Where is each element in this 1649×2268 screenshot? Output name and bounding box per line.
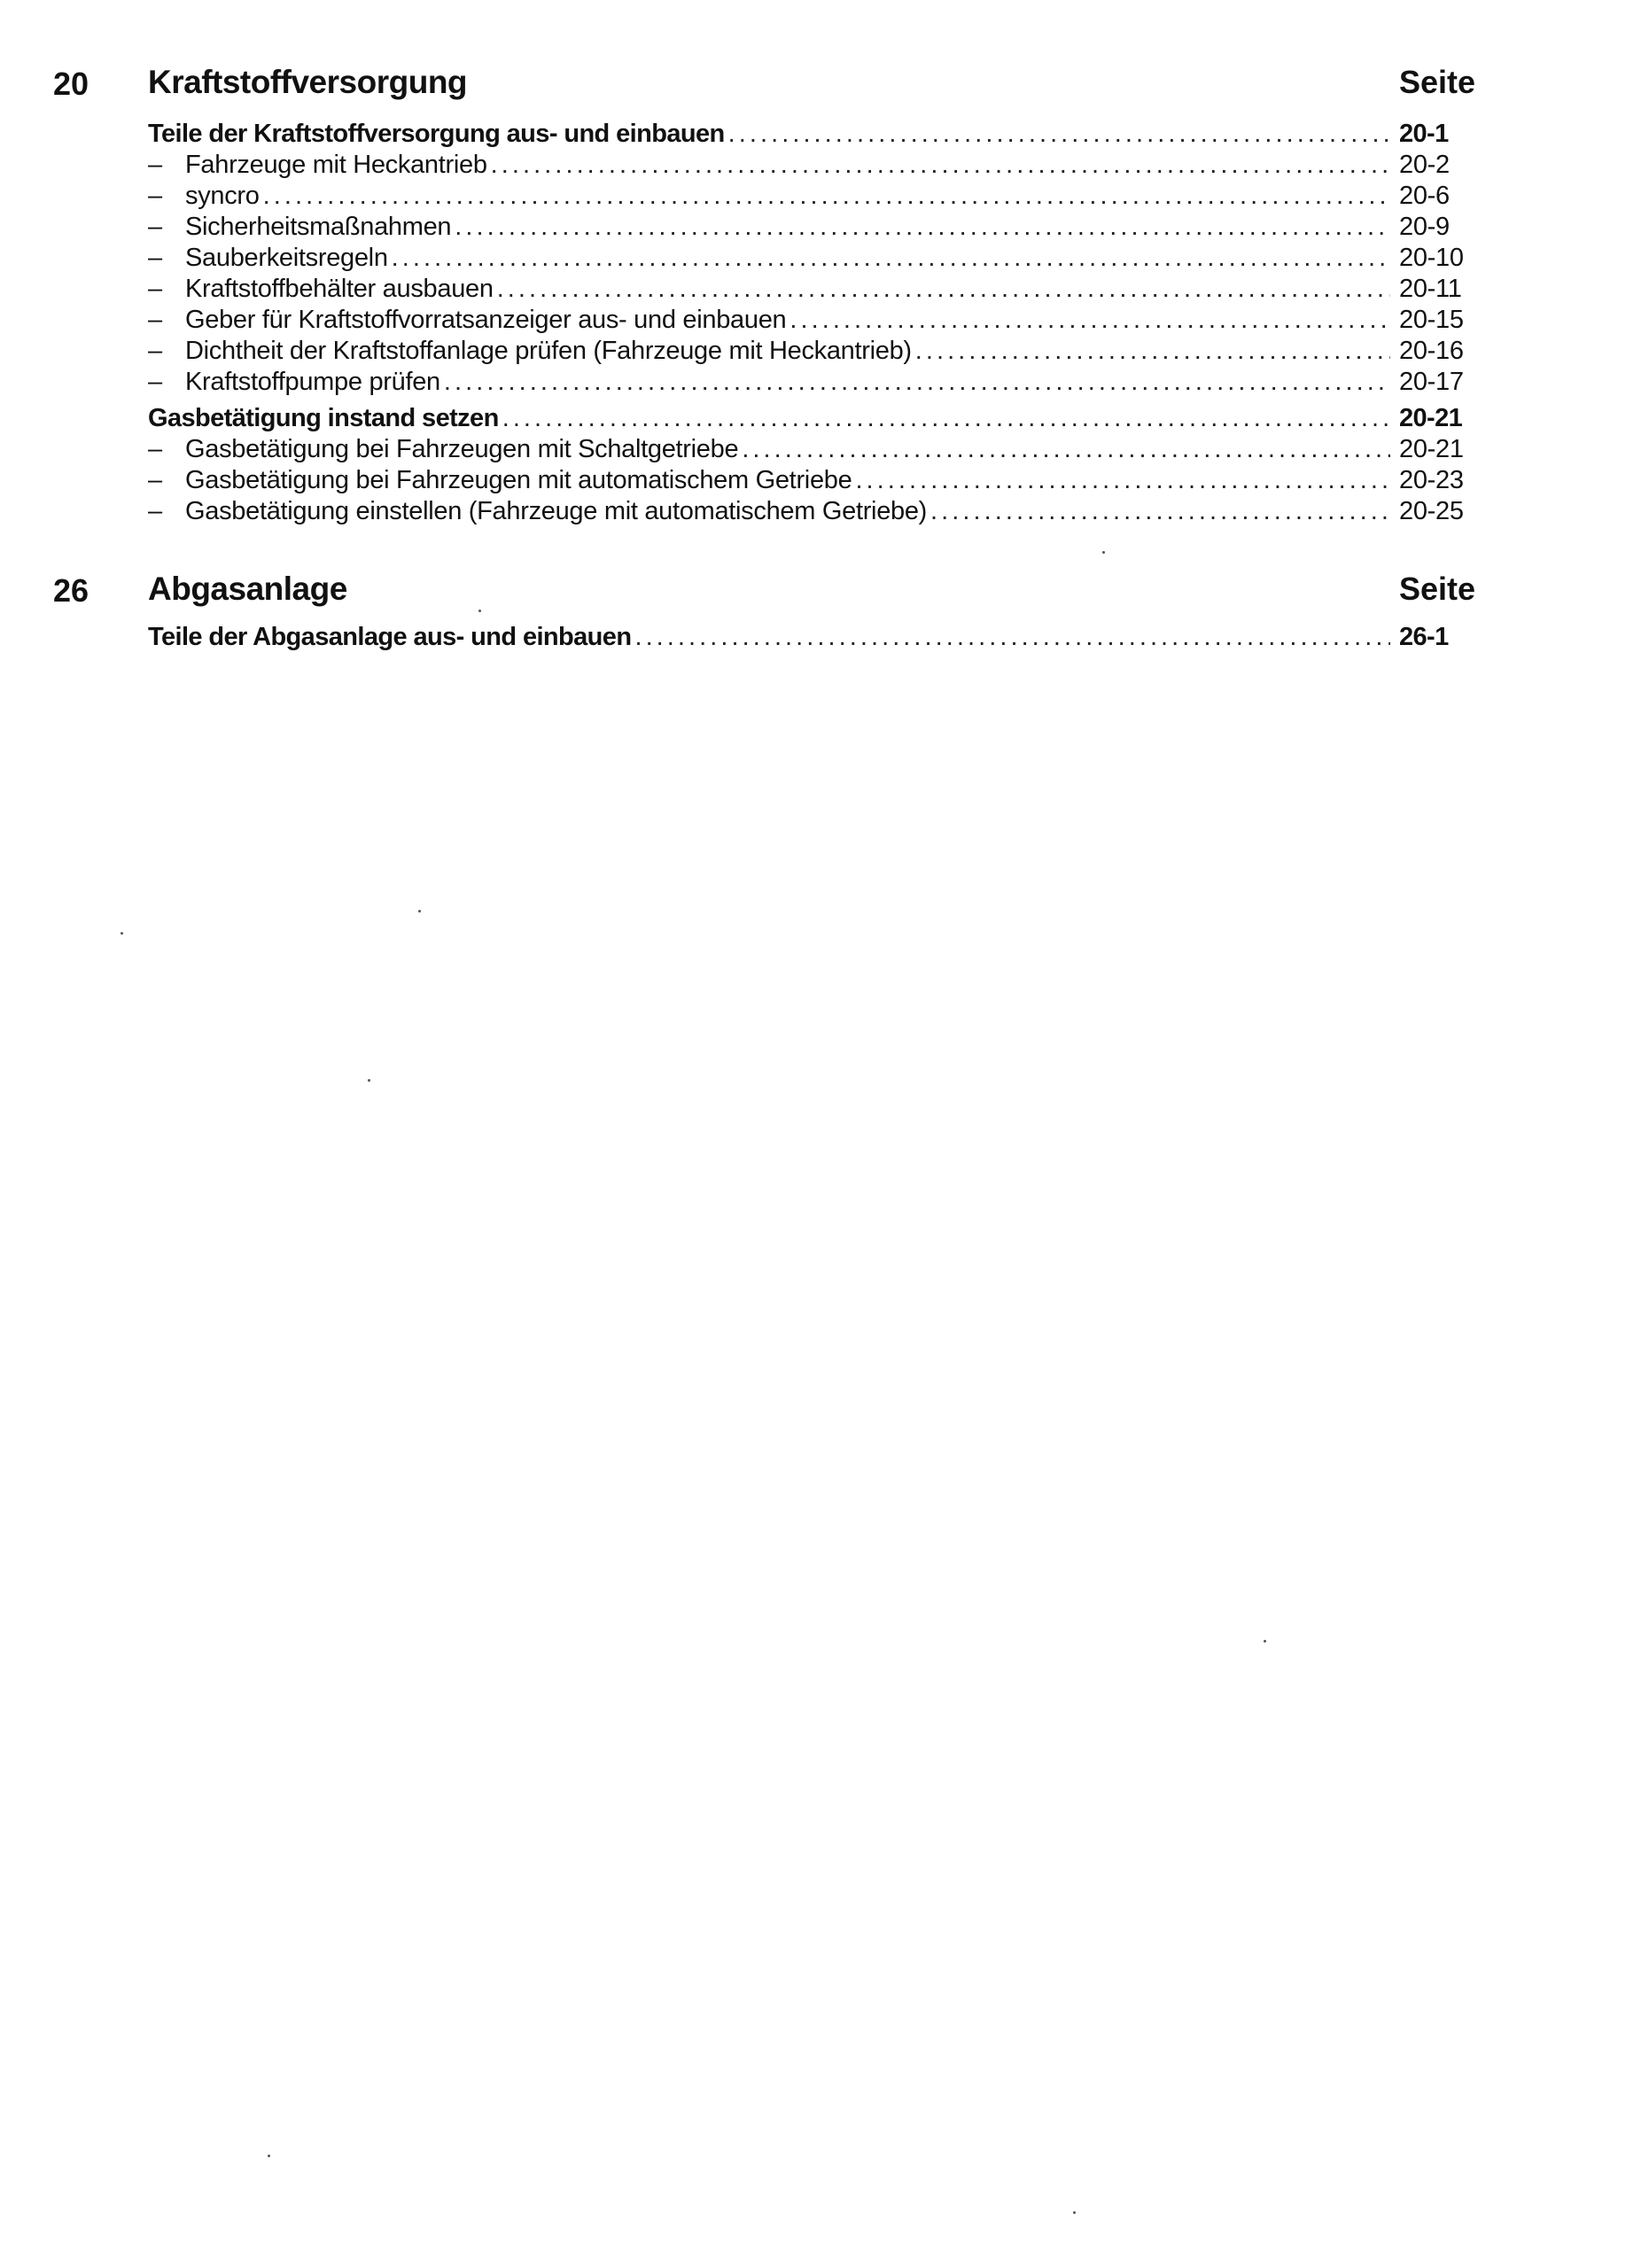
entry-dash: – [148, 182, 162, 210]
toc-entry[interactable] [148, 243, 1477, 274]
scan-speck [1073, 2211, 1076, 2214]
entry-page-number: 20-23 [1399, 466, 1464, 494]
entry-page-number: 20-11 [1399, 275, 1462, 303]
section-title: Abgasanlage [148, 571, 347, 607]
entry-dash: – [148, 497, 162, 525]
entry-page-number: 20-17 [1399, 368, 1464, 396]
entry-label: Teile der Abgasanlage aus- und einbauen [148, 623, 632, 651]
entry-label: Fahrzeuge mit Heckantrieb [185, 151, 487, 179]
dot-leader [263, 181, 1390, 212]
entry-dash: – [148, 151, 162, 179]
dot-leader [855, 465, 1390, 496]
scan-speck [368, 1079, 370, 1082]
dot-leader [502, 403, 1390, 434]
entry-dash: – [148, 337, 162, 365]
entry-label: Gasbetätigung bei Fahrzeugen mit automatischem Getriebe [185, 466, 852, 494]
section-number: 26 [53, 572, 89, 609]
toc-entry[interactable] [148, 274, 1477, 305]
entry-dash: – [148, 466, 162, 494]
entry-label: Teile der Kraftstoffversorgung aus- und einbauen [148, 120, 725, 148]
page-column-header: Seite [1398, 571, 1475, 607]
scan-speck [418, 910, 421, 913]
entry-dash: – [148, 435, 162, 463]
entry-page-number: 20-25 [1399, 497, 1464, 525]
toc-entry[interactable] [148, 496, 1477, 527]
entry-page-number: 20-21 [1399, 404, 1463, 432]
dot-leader [444, 367, 1390, 398]
toc-entry[interactable] [148, 305, 1477, 336]
scan-speck [1264, 1640, 1266, 1643]
entry-label: syncro [185, 182, 260, 210]
toc-entry[interactable] [148, 403, 1477, 434]
dot-leader [915, 336, 1390, 367]
dot-leader [491, 150, 1390, 181]
dot-leader [455, 212, 1390, 243]
entry-label: Kraftstoffbehälter ausbauen [185, 275, 494, 303]
scan-speck [1102, 551, 1105, 554]
entry-page-number: 20-16 [1399, 337, 1464, 365]
scan-speck [268, 2155, 270, 2157]
entry-dash: – [148, 368, 162, 396]
entry-dash: – [148, 275, 162, 303]
entry-page-number: 20-10 [1399, 244, 1464, 272]
entry-dash: – [148, 213, 162, 241]
entry-label: Dichtheit der Kraftstoffanlage prüfen (Fahrzeuge mit Heckantrieb) [185, 337, 912, 365]
entry-label: Sicherheitsmaßnahmen [185, 213, 452, 241]
dot-leader [789, 305, 1390, 336]
entry-dash: – [148, 306, 162, 334]
entry-page-number: 26-1 [1399, 623, 1449, 651]
section-title: Kraftstoffversorgung [148, 64, 468, 100]
toc-entry[interactable] [148, 119, 1477, 150]
toc-entry[interactable] [148, 181, 1477, 212]
scan-speck [478, 610, 481, 612]
entry-dash: – [148, 244, 162, 272]
toc-entry[interactable] [148, 150, 1477, 181]
toc-entry[interactable] [148, 622, 1477, 653]
toc-entry-list [148, 119, 1477, 527]
entry-label: Gasbetätigung einstellen (Fahrzeuge mit automatischem Getriebe) [185, 497, 928, 525]
entry-label: Gasbetätigung instand setzen [148, 404, 499, 432]
toc-entry[interactable] [148, 434, 1477, 465]
toc-entry[interactable] [148, 212, 1477, 243]
page-column-header: Seite [1398, 64, 1475, 100]
dot-leader [930, 496, 1390, 527]
entry-label: Gasbetätigung bei Fahrzeugen mit Schaltgetriebe [185, 435, 739, 463]
dot-leader [497, 274, 1390, 305]
dot-leader [728, 119, 1390, 150]
dot-leader [392, 243, 1390, 274]
entry-page-number: 20-9 [1399, 213, 1450, 241]
entry-page-number: 20-21 [1399, 435, 1464, 463]
entry-page-number: 20-15 [1399, 306, 1464, 334]
entry-label: Geber für Kraftstoffvorratsanzeiger aus- und einbauen [185, 306, 787, 334]
toc-entry[interactable] [148, 367, 1477, 398]
toc-entry[interactable] [148, 336, 1477, 367]
entry-page-number: 20-2 [1399, 151, 1450, 179]
section-number: 20 [53, 66, 89, 102]
scan-speck [121, 932, 123, 935]
entry-page-number: 20-6 [1399, 182, 1450, 210]
toc-entry-list [148, 622, 1477, 653]
dot-leader [634, 622, 1390, 653]
entry-label: Sauberkeitsregeln [185, 244, 388, 272]
toc-entry[interactable] [148, 465, 1477, 496]
dot-leader [742, 434, 1390, 465]
entry-label: Kraftstoffpumpe prüfen [185, 368, 440, 396]
entry-page-number: 20-1 [1399, 120, 1449, 148]
